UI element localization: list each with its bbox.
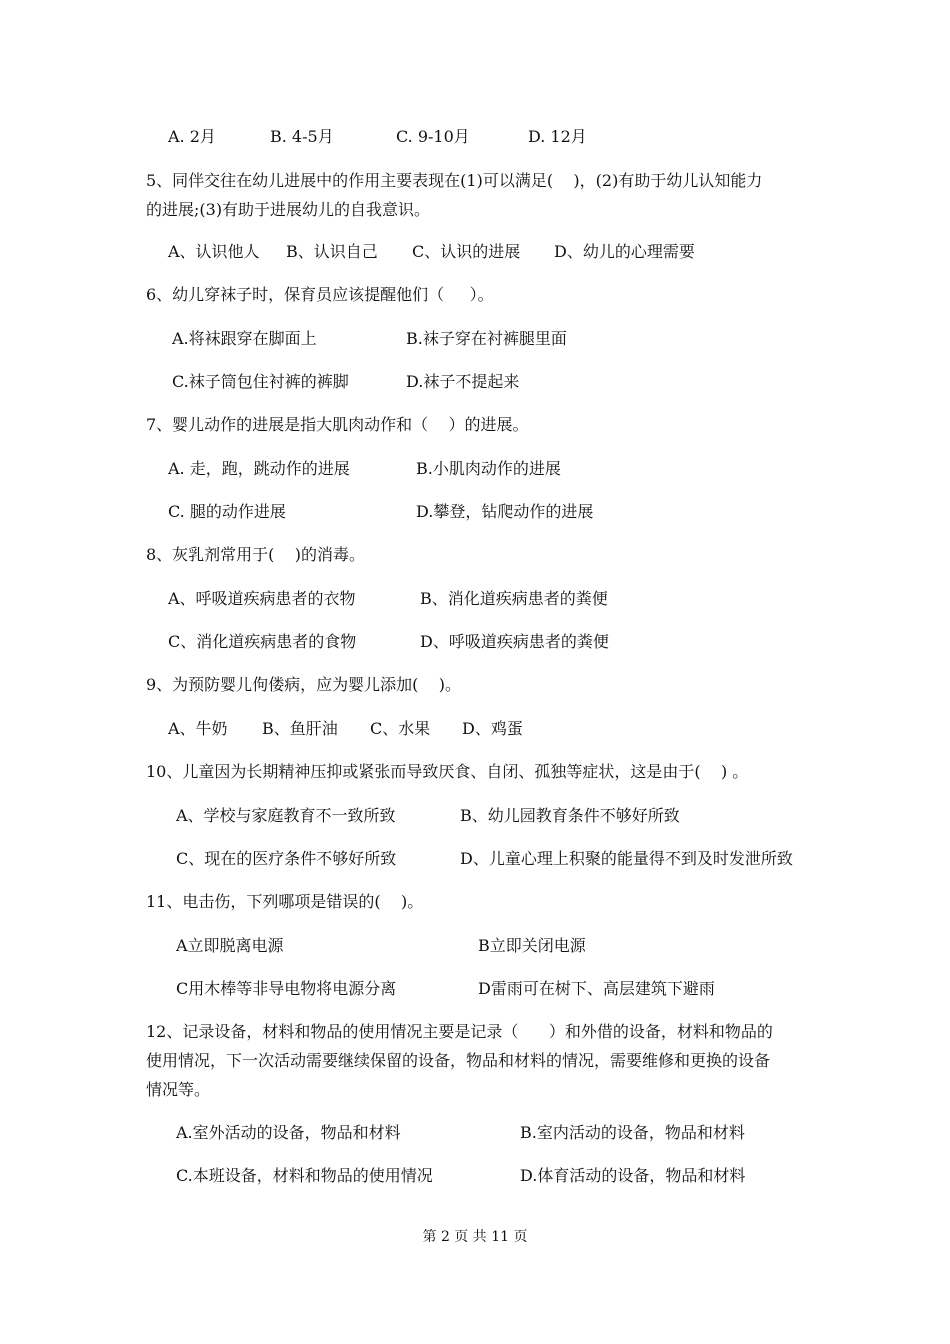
q4-option-a: A. 2月 xyxy=(168,127,216,146)
q5-option-a: A、认识他人 xyxy=(168,242,260,261)
q4-option-c: C. 9-10月 xyxy=(396,127,470,146)
q12-option-b: B.室内活动的设备，物品和材料 xyxy=(520,1123,745,1142)
question-10-text: 10、儿童因为长期精神压抑或紧张而导致厌食、自闭、孤独等症状，这是由于( ) 。 xyxy=(146,762,749,781)
q10-option-b: B、幼儿园教育条件不够好所致 xyxy=(460,806,680,825)
question-12-text-line3: 情况等。 xyxy=(146,1080,211,1099)
question-5-text-line1: 5、同伴交往在幼儿进展中的作用主要表现在(1)可以满足( )，(2)有助于幼儿认知能力 xyxy=(146,171,763,190)
q12-option-c: C.本班设备，材料和物品的使用情况 xyxy=(176,1166,433,1185)
q7-option-c: C. 腿的动作进展 xyxy=(168,502,286,521)
q5-option-b: B、认识自己 xyxy=(286,242,378,261)
q5-option-d: D、幼儿的心理需要 xyxy=(554,242,695,261)
q11-option-c: C用木棒等非导电物将电源分离 xyxy=(176,979,397,998)
question-6-text: 6、幼儿穿袜子时，保育员应该提醒他们（ ）。 xyxy=(146,285,494,304)
q11-option-d: D雷雨可在树下、高层建筑下避雨 xyxy=(478,979,715,998)
q4-option-b: B. 4-5月 xyxy=(270,127,334,146)
q5-option-c: C、认识的进展 xyxy=(412,242,521,261)
q6-option-b: B.袜子穿在衬裤腿里面 xyxy=(406,329,567,348)
q11-option-a: A立即脱离电源 xyxy=(176,936,284,955)
q12-option-a: A.室外活动的设备，物品和材料 xyxy=(176,1123,401,1142)
q10-option-d: D、儿童心理上积聚的能量得不到及时发泄所致 xyxy=(460,849,793,868)
q11-option-b: B立即关闭电源 xyxy=(478,936,586,955)
q6-option-d: D.袜子不提起来 xyxy=(406,372,520,391)
q7-option-d: D.攀登，钻爬动作的进展 xyxy=(416,502,594,521)
q6-option-c: C.袜子筒包住衬裤的裤脚 xyxy=(172,372,349,391)
q7-option-b: B.小肌肉动作的进展 xyxy=(416,459,561,478)
q8-option-c: C、消化道疾病患者的食物 xyxy=(168,632,357,651)
question-11-text: 11、电击伤，下列哪项是错误的( )。 xyxy=(146,892,424,911)
question-5-text-line2: 的进展;(3)有助于进展幼儿的自我意识。 xyxy=(146,200,431,219)
q6-option-a: A.将袜跟穿在脚面上 xyxy=(172,329,317,348)
question-8-text: 8、灰乳剂常用于( )的消毒。 xyxy=(146,545,366,564)
q8-option-b: B、消化道疾病患者的粪便 xyxy=(420,589,608,608)
page-number-footer: 第 2 页 共 11 页 xyxy=(422,1229,528,1245)
question-7-text: 7、婴儿动作的进展是指大肌肉动作和（ ）的进展。 xyxy=(146,415,529,434)
question-12-text-line2: 使用情况，下一次活动需要继续保留的设备，物品和材料的情况，需要维修和更换的设备 xyxy=(146,1051,771,1070)
q9-option-c: C、水果 xyxy=(370,719,431,738)
question-9-text: 9、为预防婴儿佝偻病，应为婴儿添加( )。 xyxy=(146,675,462,694)
q12-option-d: D.体育活动的设备，物品和材料 xyxy=(520,1166,746,1185)
q8-option-a: A、呼吸道疾病患者的衣物 xyxy=(168,589,356,608)
q10-option-a: A、学校与家庭教育不一致所致 xyxy=(176,806,396,825)
q7-option-a: A. 走，跑，跳动作的进展 xyxy=(168,459,350,478)
q4-option-d: D. 12月 xyxy=(528,127,587,146)
q10-option-c: C、现在的医疗条件不够好所致 xyxy=(176,849,397,868)
question-12-text-line1: 12、记录设备，材料和物品的使用情况主要是记录（ ）和外借的设备，材料和物品的 xyxy=(146,1022,773,1041)
q8-option-d: D、呼吸道疾病患者的粪便 xyxy=(420,632,609,651)
q9-option-a: A、牛奶 xyxy=(168,719,228,738)
q9-option-d: D、鸡蛋 xyxy=(462,719,523,738)
q9-option-b: B、鱼肝油 xyxy=(262,719,338,738)
